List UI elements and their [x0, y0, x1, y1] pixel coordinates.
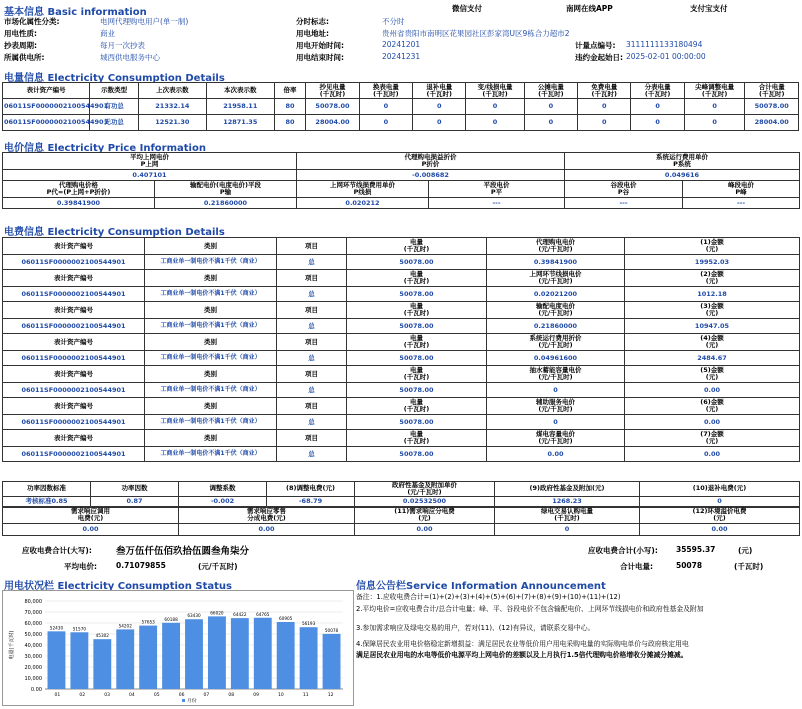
fees-header: 表计资产编号: [3, 334, 145, 351]
fees-header: (4)金额 (元): [625, 334, 800, 351]
fees-meter: 06011SF0000002100544901: [3, 319, 145, 334]
dr-header: 需求响应零售 分成电费(元): [179, 507, 355, 524]
consumption-header: 抄见电量 (千瓦时): [306, 83, 359, 99]
basic-value: 3111111133180494: [626, 40, 703, 49]
fees-header: 项目: [277, 270, 347, 287]
fees-qty: 50078.00: [347, 447, 487, 462]
fees-type: 工商业单一制电价不满1千伏（商业）: [145, 255, 277, 270]
dr-value: 0: [495, 524, 640, 536]
basic-label: 用电开始时间:: [296, 41, 344, 50]
price-value: 0.21860000: [155, 198, 297, 209]
fees-price: 0.04961600: [487, 351, 625, 366]
fees-header: 电量 (千瓦时): [347, 270, 487, 287]
fees-header: (1)金额 (元): [625, 238, 800, 255]
price-header: 代理购电价格 P代=(P上网+P折价): [3, 181, 155, 198]
total-qty-unit: (千瓦时): [734, 562, 764, 571]
fees-title: 电费信息 Electricity Consumption Details: [4, 227, 225, 238]
fees-header: 类别: [145, 270, 277, 287]
basic-label: 用电性质:: [4, 29, 37, 38]
consumption-cell: 0: [413, 115, 466, 131]
consumption-cell: 0: [359, 115, 412, 131]
notice-line-2: 2.平均电价=应收电费合计/总合计电量；峰、平、谷段电价不包含输配电价、上网环节线损电价和政府性基金及附加: [356, 605, 704, 613]
fees-header: (6)金额 (元): [625, 398, 800, 415]
y-tick-label: 50,000: [24, 632, 42, 638]
fees-table: [2, 237, 800, 462]
basic-label: 分时标志:: [296, 17, 329, 26]
consumption-cell: 12521.30: [138, 115, 206, 131]
consumption-cell: 50078.00: [745, 99, 799, 115]
fees-header: 类别: [145, 430, 277, 447]
fees-type: 工商业单一制电价不满1千伏（商业）: [145, 319, 277, 334]
consumption-title: 电量信息 Electricity Consumption Details: [4, 73, 225, 84]
pf-value: 0: [640, 496, 800, 507]
bar: [162, 623, 180, 689]
app-link[interactable]: 南网在线APP: [566, 4, 613, 13]
notice-line-3: 3.参加需求响应及绿电交易的用户，若对(11)、(12)有异议，请联系交易中心。: [356, 624, 595, 632]
pf-value: -68.79: [267, 496, 355, 507]
fees-amount: 2484.67: [625, 351, 800, 366]
fees-type: 工商业单一制电价不满1千伏（商业）: [145, 415, 277, 430]
fees-qty: 50078.00: [347, 319, 487, 334]
pf-header: (9)政府性基金及附加(元): [495, 482, 640, 497]
fees-header: 电量 (千瓦时): [347, 398, 487, 415]
total-lower-label: 应收电费合计(小写):: [588, 546, 658, 555]
consumption-table: [2, 82, 799, 131]
pf-header: (10)退补电费(元): [640, 482, 800, 497]
consumption-cell: 28004.00: [745, 115, 799, 131]
pf-header: 政府性基金及附加单价 (元/千瓦时): [355, 482, 495, 497]
consumption-cell: 0: [631, 99, 684, 115]
price-value: ---: [565, 198, 683, 209]
price-table: [2, 152, 800, 209]
consumption-header: 尖峰调整电量 (千瓦时): [684, 83, 745, 99]
fees-header: 上网环节线损电价 (元/千瓦时): [487, 270, 625, 287]
x-tick-label: 10: [278, 693, 284, 698]
basic-label: 计量点编号:: [575, 41, 616, 50]
pf-value: 0.87: [91, 496, 179, 507]
total-lower-value: 35595.37: [676, 545, 716, 554]
basic-value: 城西供电服务中心: [100, 53, 160, 62]
fees-qty: 50078.00: [347, 383, 487, 398]
fees-price: 0: [487, 415, 625, 430]
fees-header: 煤电容量电价 (元/千瓦时): [487, 430, 625, 447]
pf-value: -0.002: [179, 496, 267, 507]
fees-header: 类别: [145, 334, 277, 351]
consumption-cell: 无功总: [90, 115, 139, 131]
bar-value-label: 54202: [118, 623, 132, 629]
basic-label: 违约金起始日:: [575, 53, 623, 62]
fees-header: 电量 (千瓦时): [347, 238, 487, 255]
pf-header: 功率因数标准: [3, 482, 91, 497]
y-tick-label: 80,000: [24, 599, 42, 605]
consumption-cell: 21332.14: [138, 99, 206, 115]
consumption-header: 退补电量 (千瓦时): [413, 83, 466, 99]
fees-item: 总: [277, 319, 347, 334]
price-value: 0.39841900: [3, 198, 155, 209]
price-value: 0.049616: [565, 170, 800, 181]
y-tick-label: 70,000: [24, 610, 42, 616]
fees-type: 工商业单一制电价不满1千伏（商业）: [145, 447, 277, 462]
fees-header: 表计资产编号: [3, 270, 145, 287]
bar: [185, 619, 203, 689]
basic-value: 2025-02-01 00:00:00: [626, 52, 706, 61]
pf-header: 调整系数: [179, 482, 267, 497]
consumption-cell: 0: [466, 115, 524, 131]
wechat-pay-link[interactable]: 微信支付: [452, 4, 482, 13]
fees-type: 工商业单一制电价不满1千伏（商业）: [145, 383, 277, 398]
price-header: 输配电价(电度电价)平段 P输: [155, 181, 297, 198]
bar: [254, 618, 272, 689]
avg-price-label: 平均电价:: [64, 562, 97, 571]
consumption-cell: 0: [578, 115, 631, 131]
dr-header: 需求响应调用 电费(元): [3, 507, 179, 524]
consumption-header: 变/线损电量 (千瓦时): [466, 83, 524, 99]
dr-table: [2, 506, 800, 536]
consumption-cell: 0: [524, 99, 577, 115]
fees-price: 0.21860000: [487, 319, 625, 334]
consumption-cell: 0: [524, 115, 577, 131]
fees-qty: 50078.00: [347, 415, 487, 430]
fees-item: 总: [277, 447, 347, 462]
pf-value: 考核标准0.85: [3, 496, 91, 507]
fees-header: 表计资产编号: [3, 398, 145, 415]
fees-amount: 0.00: [625, 447, 800, 462]
fees-price: 0.39841900: [487, 255, 625, 270]
consumption-cell: 0: [578, 99, 631, 115]
fees-meter: 06011SF0000002100544901: [3, 255, 145, 270]
fees-header: 项目: [277, 334, 347, 351]
consumption-header: 换表电量 (千瓦时): [359, 83, 412, 99]
bar: [70, 632, 88, 689]
total-upper-label: 应收电费合计(大写):: [22, 546, 92, 555]
consumption-cell: 21958.11: [206, 99, 274, 115]
consumption-cell: 06011SF0000002100544901: [3, 115, 90, 131]
bar: [300, 627, 318, 689]
consumption-header: 公摊电量 (千瓦时): [524, 83, 577, 99]
bar: [48, 631, 66, 689]
x-tick-label: 12: [327, 693, 334, 698]
fees-header: 类别: [145, 302, 277, 319]
bar-value-label: 64422: [233, 612, 247, 618]
legend-swatch: [182, 699, 185, 702]
consumption-cell: 80: [274, 99, 306, 115]
fees-header: 项目: [277, 398, 347, 415]
consumption-cell: 0: [466, 99, 524, 115]
fees-header: 项目: [277, 302, 347, 319]
bar: [93, 639, 111, 689]
fees-header: 系统运行费用折价 (元/千瓦时): [487, 334, 625, 351]
fees-item: 总: [277, 255, 347, 270]
fees-item: 总: [277, 415, 347, 430]
basic-value: 贵州省贵阳市南明区花果园社区彭家湾U区9栋合力超市2: [382, 29, 570, 38]
bar: [139, 626, 157, 689]
notice-line-4: 4.保障居民农业用电价格稳定新增损益：满足居民农业等低价用户用电采购电量的实际购电单价与政府核定用电: [356, 640, 689, 648]
consumption-cell: 0: [684, 115, 745, 131]
y-axis-label: 电量(千瓦时): [9, 630, 15, 660]
fees-qty: 50078.00: [347, 255, 487, 270]
pf-value: 0.02532500: [355, 496, 495, 507]
x-tick-label: 08: [228, 693, 235, 698]
fees-price: 0.02021200: [487, 287, 625, 302]
price-value: ---: [429, 198, 565, 209]
price-value: ---: [683, 198, 800, 209]
consumption-cell: 有功总: [90, 99, 139, 115]
bar-value-label: 63430: [187, 613, 201, 619]
fees-type: 工商业单一制电价不满1千伏（商业）: [145, 287, 277, 302]
y-tick-label: 30,000: [24, 654, 42, 660]
consumption-header: 本次表示数: [206, 83, 274, 99]
bar: [231, 618, 249, 689]
consumption-cell: 28004.00: [306, 115, 359, 131]
x-axis-label: 月份: [187, 699, 197, 704]
bar-value-label: 60188: [164, 616, 178, 622]
fees-header: (2)金额 (元): [625, 270, 800, 287]
fees-item: 总: [277, 351, 347, 366]
status-title: 用电状况栏 Electricity Consumption Status: [4, 581, 232, 592]
fees-price: 0.00: [487, 447, 625, 462]
fees-item: 总: [277, 383, 347, 398]
dr-value: 0.00: [640, 524, 800, 536]
notice-line-1: 备注：1.应收电费合计=(1)+(2)+(3)+(4)+(5)+(6)+(7)+(8)+(9)+(10)+(11)+(12): [356, 593, 621, 601]
x-tick-label: 04: [129, 693, 135, 698]
fees-header: 电量 (千瓦时): [347, 334, 487, 351]
price-header: 系统运行费用单价 P系统: [565, 153, 800, 170]
fees-header: 电量 (千瓦时): [347, 366, 487, 383]
fees-meter: 06011SF0000002100544901: [3, 383, 145, 398]
x-tick-label: 06: [178, 693, 185, 698]
y-tick-label: 10,000: [24, 676, 42, 682]
bar-value-label: 45302: [95, 633, 109, 639]
consumption-cell: 0: [413, 99, 466, 115]
avg-price-value: 0.71079855: [116, 561, 166, 570]
x-tick-label: 05: [153, 693, 160, 698]
y-tick-label: 60,000: [24, 621, 42, 627]
consumption-header: 合计电量 (千瓦时): [745, 83, 799, 99]
basic-value: 电网代理购电用户(单一制): [100, 17, 189, 26]
consumption-cell: 0: [684, 99, 745, 115]
x-tick-label: 03: [104, 693, 110, 698]
fees-item: 总: [277, 287, 347, 302]
price-value: 0.407101: [3, 170, 297, 181]
basic-label: 抄表周期:: [4, 41, 37, 50]
alipay-link[interactable]: 支付宝支付: [690, 4, 728, 13]
fees-meter: 06011SF0000002100544901: [3, 447, 145, 462]
basic-value: 20241201: [382, 40, 421, 49]
fees-qty: 50078.00: [347, 287, 487, 302]
basic-label: 所属供电所:: [4, 53, 45, 62]
fees-header: 抽水蓄能容量电价 (元/千瓦时): [487, 366, 625, 383]
total-unit: (元): [738, 546, 753, 555]
dr-header: (12)环境溢价电费 (元): [640, 507, 800, 524]
price-header: 上网环节线损费用单价 P线损: [297, 181, 429, 198]
fees-header: 表计资产编号: [3, 430, 145, 447]
notice-line-5: 满足居民农业用电的水电等低价电源平均上网电价的差额以及上月执行1.5倍代理购电价格增收分摊减分摊减。: [356, 651, 688, 659]
notice-title: 信息公告栏Service Information Announcement: [356, 581, 606, 592]
dr-header: 绿电交易认购电量 (千瓦时): [495, 507, 640, 524]
consumption-header: 示数类型: [90, 83, 139, 99]
fees-qty: 50078.00: [347, 351, 487, 366]
consumption-header: 表计资产编号: [3, 83, 90, 99]
pf-header: (8)调整电费(元): [267, 482, 355, 497]
bar-value-label: 50078: [324, 627, 339, 633]
fees-amount: 0.00: [625, 415, 800, 430]
fees-header: 表计资产编号: [3, 366, 145, 383]
fees-header: 电量 (千瓦时): [347, 302, 487, 319]
consumption-cell: 80: [274, 115, 306, 131]
pf-value: 1268.23: [495, 496, 640, 507]
price-value: -0.008682: [297, 170, 565, 181]
chart-frame: [2, 590, 354, 706]
y-tick-label: 0.00: [30, 687, 42, 693]
fees-meter: 06011SF0000002100544901: [3, 415, 145, 430]
fees-amount: 0.00: [625, 383, 800, 398]
fees-header: 输配电度电价 (元/千瓦时): [487, 302, 625, 319]
consumption-row: [3, 99, 799, 115]
fees-price: 0: [487, 383, 625, 398]
y-tick-label: 40,000: [24, 643, 42, 649]
fees-meter: 06011SF0000002100544901: [3, 287, 145, 302]
x-tick-label: 11: [302, 693, 309, 698]
consumption-cell: 0: [631, 115, 684, 131]
basic-value: 商业: [100, 29, 115, 38]
price-header: 代理购电损益折价 P折价: [297, 153, 565, 170]
bar-value-label: 51570: [72, 626, 87, 632]
basic-info-title: 基本信息 Basic information: [4, 7, 147, 18]
fees-amount: 1012.18: [625, 287, 800, 302]
dr-value: 0.00: [3, 524, 179, 536]
price-header: 平段电价 P平: [429, 181, 565, 198]
fees-meter: 06011SF0000002100544901: [3, 351, 145, 366]
bar: [323, 634, 341, 689]
fees-header: 电量 (千瓦时): [347, 430, 487, 447]
consumption-cell: 0: [359, 99, 412, 115]
x-tick-label: 09: [253, 693, 259, 698]
fees-type: 工商业单一制电价不满1千伏（商业）: [145, 351, 277, 366]
fees-header: 项目: [277, 238, 347, 255]
basic-value: 不分时: [382, 17, 405, 26]
dr-value: 0.00: [355, 524, 495, 536]
fees-header: 项目: [277, 366, 347, 383]
consumption-header: 分表电量 (千瓦时): [631, 83, 684, 99]
pf-table: [2, 481, 800, 508]
bar-value-label: 60905: [279, 616, 293, 622]
basic-label: 用电地址:: [296, 29, 329, 38]
pf-header: 功率因数: [91, 482, 179, 497]
bar: [208, 616, 226, 689]
y-tick-label: 20,000: [24, 665, 42, 671]
bar: [116, 629, 134, 689]
x-tick-label: 01: [54, 693, 61, 698]
fees-header: 类别: [145, 366, 277, 383]
basic-value: 每月一次抄表: [100, 41, 145, 50]
dr-value: 0.00: [179, 524, 355, 536]
bar-value-label: 66020: [210, 610, 224, 616]
consumption-header: 免费电量 (千瓦时): [578, 83, 631, 99]
total-qty-value: 50078: [676, 561, 703, 570]
consumption-cell: 50078.00: [306, 99, 359, 115]
bar: [277, 622, 295, 689]
fees-header: 项目: [277, 430, 347, 447]
fees-header: (7)金额 (元): [625, 430, 800, 447]
fees-header: 类别: [145, 238, 277, 255]
basic-label: 市场化属性分类:: [4, 17, 60, 26]
avg-price-unit: (元/千瓦时): [198, 562, 238, 571]
fees-header: 表计资产编号: [3, 302, 145, 319]
price-title: 电价信息 Electricity Price Information: [4, 143, 206, 154]
bar-value-label: 52430: [49, 625, 64, 631]
total-upper-value: 叁万伍仟伍佰玖拾伍圆叁角柒分: [116, 546, 250, 557]
fees-amount: 19952.03: [625, 255, 800, 270]
consumption-chart: [3, 591, 353, 705]
basic-label: 用电结束时间:: [296, 53, 344, 62]
fees-header: 表计资产编号: [3, 238, 145, 255]
bar-value-label: 64765: [256, 611, 270, 617]
price-value: 0.020212: [297, 198, 429, 209]
fees-header: 代理购电电价 (元/千瓦时): [487, 238, 625, 255]
consumption-header: 上次表示数: [138, 83, 206, 99]
bar-value-label: 57653: [141, 619, 155, 625]
total-qty-label: 合计电量:: [620, 562, 653, 571]
basic-value: 20241231: [382, 52, 421, 61]
fees-header: 辅助服务电价 (元/千瓦时): [487, 398, 625, 415]
consumption-header: 倍率: [274, 83, 306, 99]
x-tick-label: 07: [203, 693, 210, 698]
price-header: 谷段电价 P谷: [565, 181, 683, 198]
fees-header: (3)金额 (元): [625, 302, 800, 319]
bar-value-label: 56193: [301, 621, 316, 627]
consumption-row: [3, 115, 799, 131]
consumption-cell: 12871.35: [206, 115, 274, 131]
fees-header: (5)金额 (元): [625, 366, 800, 383]
fees-amount: 10947.05: [625, 319, 800, 334]
consumption-cell: 06011SF0000002100544901: [3, 99, 90, 115]
price-header: 峰段电价 P峰: [683, 181, 800, 198]
x-tick-label: 02: [79, 693, 86, 698]
fees-header: 类别: [145, 398, 277, 415]
price-header: 平均上网电价 P上网: [3, 153, 297, 170]
dr-header: (11)需求响应分电费 (元): [355, 507, 495, 524]
